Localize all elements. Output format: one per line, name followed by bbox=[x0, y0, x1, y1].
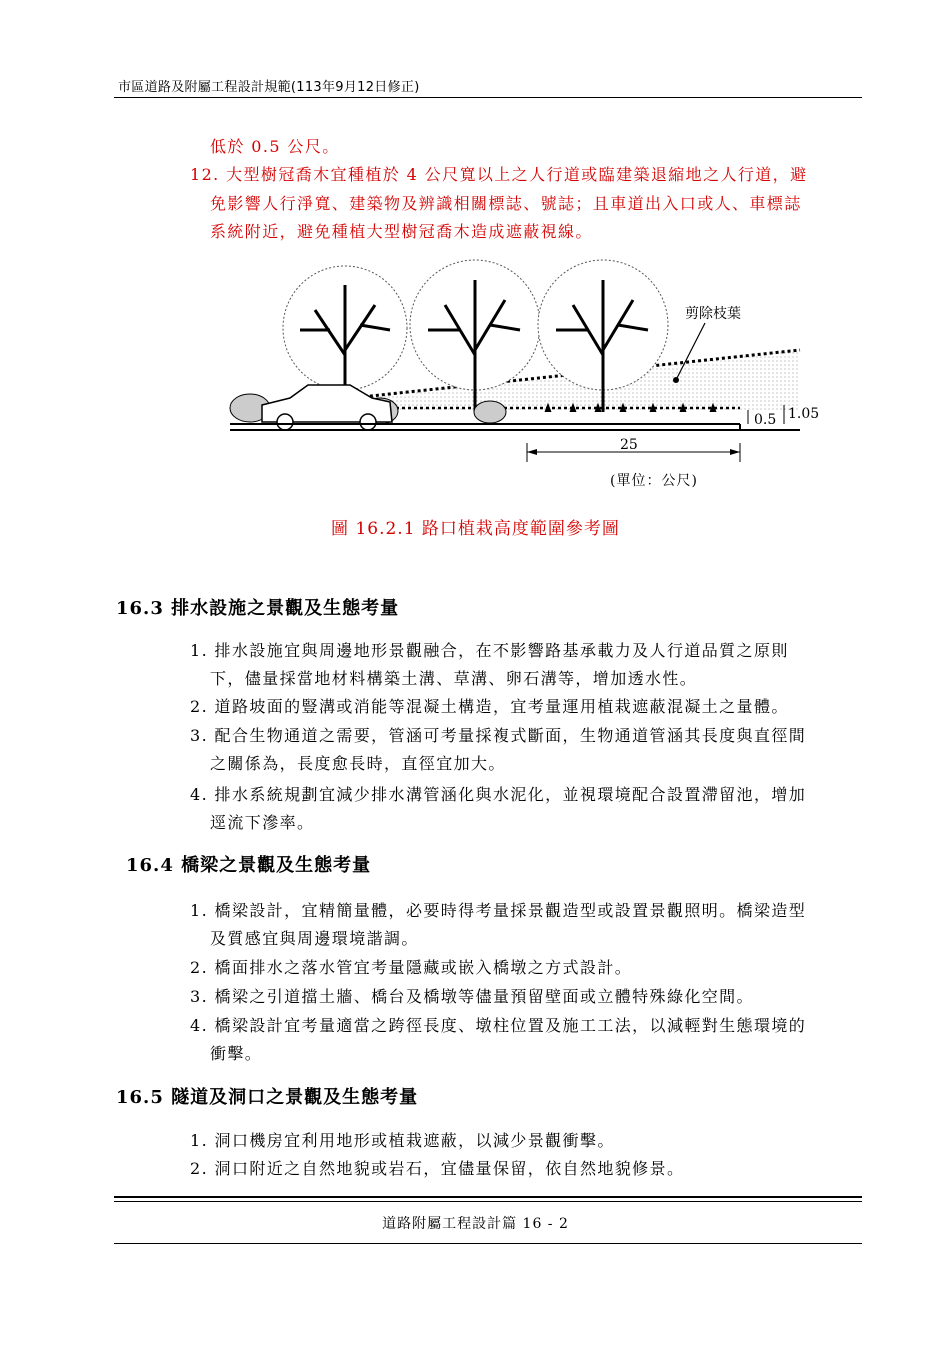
running-header: 市區道路及附屬工程設計規範(113年9月12日修正) bbox=[118, 80, 420, 95]
unit-note: (單位：公尺) bbox=[610, 473, 698, 489]
section-line: 之關係為，長度愈長時，直徑宜加大。 bbox=[210, 754, 506, 773]
section-heading-16-5: 16.5 隧道及洞口之景觀及生態考量 bbox=[116, 1087, 419, 1108]
section-line: 下，儘量採當地材料構築土溝、草溝、卵石溝等，增加透水性。 bbox=[210, 669, 698, 688]
section-heading-16-3: 16.3 排水設施之景觀及生態考量 bbox=[116, 598, 400, 619]
section-line: 1. 排水設施宜與周邊地形景觀融合，在不影響路基承載力及人行道品質之原則 bbox=[190, 641, 789, 660]
section-line: 4. 橋梁設計宜考量適當之跨徑長度、墩柱位置及施工工法，以減輕對生態環境的 bbox=[190, 1016, 807, 1035]
header-rule bbox=[114, 97, 862, 98]
label-prune: 剪除枝葉 bbox=[685, 306, 741, 322]
section-line: 2. 橋面排水之落水管宜考量隱藏或嵌入橋墩之方式設計。 bbox=[190, 958, 633, 977]
section-line: 2. 道路坡面的豎溝或消能等混凝土構造，宜考量運用植栽遮蔽混凝土之量體。 bbox=[190, 697, 789, 716]
section-line: 4. 排水系統規劃宜減少排水溝管涵化與水泥化，並視環境配合設置滯留池，增加 bbox=[190, 785, 807, 804]
item-12-line-1: 12. 大型樹冠喬木宜種植於 4 公尺寬以上之人行道或臨建築退縮地之人行道，避 bbox=[190, 165, 808, 184]
section-heading-16-4: 16.4 橋梁之景觀及生態考量 bbox=[126, 855, 372, 876]
section-line: 1. 洞口機房宜利用地形或植栽遮蔽，以減少景觀衝擊。 bbox=[190, 1131, 615, 1150]
footer-rule-top-thin bbox=[114, 1201, 862, 1202]
footer-rule-bottom bbox=[114, 1243, 862, 1244]
item-12-line-3: 系統附近，避免種植大型樹冠喬木造成遮蔽視線。 bbox=[210, 222, 593, 241]
shrub-icon bbox=[474, 401, 506, 423]
dim-1-05: 1.05 bbox=[788, 406, 820, 422]
section-line: 衝擊。 bbox=[210, 1044, 263, 1063]
section-line: 2. 洞口附近之自然地貌或岩石，宜儘量保留，依自然地貌修景。 bbox=[190, 1159, 685, 1178]
dim-0-5: 0.5 bbox=[754, 412, 777, 428]
item-12-line-2: 免影響人行淨寬、建築物及辨識相關標誌、號誌；且車道出入口或人、車標誌 bbox=[210, 194, 802, 213]
intersection-planting-figure bbox=[0, 250, 951, 470]
section-line: 1. 橋梁設計，宜精簡量體，必要時得考量採景觀造型或設置景觀照明。橋梁造型 bbox=[190, 901, 807, 920]
page-footer: 道路附屬工程設計篇 16 - 2 bbox=[382, 1216, 569, 1232]
dim-25: 25 bbox=[620, 437, 638, 453]
section-line: 及質感宜與周邊環境諧調。 bbox=[210, 929, 419, 948]
section-line: 逕流下滲率。 bbox=[210, 813, 315, 832]
section-line: 3. 橋梁之引道擋土牆、橋台及橋墩等儘量預留壁面或立體特殊綠化空間。 bbox=[190, 987, 754, 1006]
section-line: 3. 配合生物通道之需要，管涵可考量採複式斷面，生物通道管涵其長度與直徑間 bbox=[190, 726, 807, 745]
intro-continuation: 低於 0.5 公尺。 bbox=[210, 137, 340, 156]
figure-caption: 圖 16.2.1 路口植栽高度範圍參考圖 bbox=[331, 519, 620, 539]
footer-rule-top bbox=[114, 1196, 862, 1198]
